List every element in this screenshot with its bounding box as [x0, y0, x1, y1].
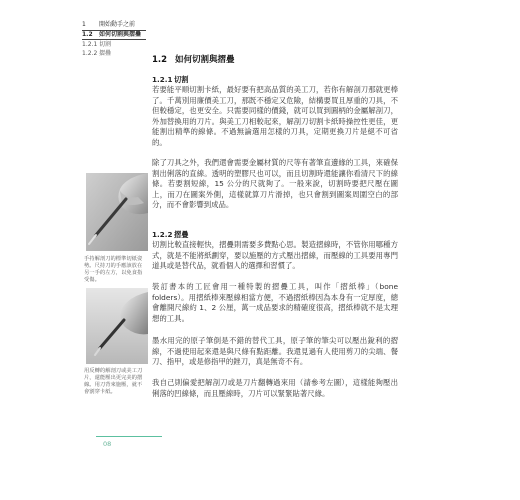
toc-number: 1.2.1	[82, 41, 98, 48]
section-title: 如何切割與摺疊	[175, 55, 235, 65]
subsection-title: 摺疊	[174, 230, 189, 239]
toc-label: 切割	[99, 41, 112, 48]
subsection-heading-cut	[152, 75, 188, 85]
paragraph: 除了刀具之外，我們還會需要金屬材質的尺等有著筆直邊緣的工具，來確保割出俐落的直線。透明的塑膠尺也可以，而且切割時還能讓你看清尺下的線條。若要割短線，15 公分的尺就夠了。一般來說，切割時要把尺壓在圖上，而刀在圖案外側，這樣就算刀片滑掉，也只會割到圖案周圍空白的部分，而不會影響到成品。	[152, 158, 398, 210]
toc-label: 摺疊	[99, 50, 112, 57]
toc-number: 1.2.2	[82, 50, 98, 57]
paragraph: 切割比較直接輕快，摺疊則需要多費點心思。製造摺線時，不管你用哪種方式，就是不能將紙劃穿，要以施壓的方式壓出摺線，而壓線的工具要用專門道具或是替代品，就看個人的選擇和習慣了。	[152, 240, 398, 271]
toc-label: 如何切割與摺疊	[99, 31, 142, 38]
toc-label: 開始動手之前	[99, 21, 136, 28]
scalpel-grip-photo	[86, 173, 148, 251]
subsection-number: 1.2.1	[152, 75, 173, 84]
toc-number: 1	[82, 21, 86, 28]
photo-caption: 手持解剖刀的標準切紙姿勢。尺持刀的手應該放在另一手的左方，以免食指受傷。	[84, 256, 143, 283]
photo-caption: 用反轉的解剖刀或美工刀片，還能壓出更完美的摺線。用刀背來施壓，就不會割穿卡紙。	[84, 368, 143, 395]
paragraph: 若要能平順切割卡紙，最好要有把高品質的美工刀，若你有解剖刀那就更棒了。千萬別用廉價美工刀，那既不穩定又危險，結構要買且厚重的刀具，不但較穩定，也更安全。只需要同樣的價錢，就可以買到圓柄的金屬解剖刀，外加替換用的刀片。與美工刀相較起來，解剖刀切割卡紙時操控性更佳，更能割出精準的線條。不過無論選用怎樣的刀具，定期更換刀片是絕不可省的。	[152, 85, 398, 147]
paragraph: 我自己則偏愛把解剖刀或是刀片翻轉過來用（請參考左圖），這樣能夠壓出俐落的凹線條，而且壓線時，刀片可以緊緊貼著尺緣。	[152, 378, 398, 398]
section-number: 1.2	[152, 55, 168, 65]
toc-entry	[82, 41, 146, 49]
toc-entry	[82, 21, 146, 29]
subsection-title: 切割	[174, 75, 189, 84]
blade-scoring-photo	[86, 288, 148, 364]
section-heading	[152, 53, 235, 65]
page-number: 08	[103, 440, 112, 448]
paragraph: 墨水用完的原子筆倒是不錯的替代工具，原子筆的筆尖可以壓出銳利的摺線，不過使用起來還是與尺條有點距離。我還見過有人使用剪刀的尖端、餐刀、指甲，或是修指甲的銼刀，真是無奇不有。	[152, 336, 398, 367]
toc-number: 1.2	[82, 31, 93, 38]
paragraph: 裝訂書本的工匠會用一種特製的摺疊工具，叫作「摺紙棒」（bone folders）。用摺紙棒來壓線相當方便，不過摺紙棒因為本身有一定厚度，總會離開尺線約 1、2 公厘，萬一成品要求的精確度很高，摺紙棒就不是太理想的工具。	[152, 282, 398, 323]
section-toc	[82, 21, 146, 59]
toc-entry-current	[82, 30, 146, 40]
footer-rule	[96, 436, 162, 437]
subsection-number: 1.2.2	[152, 230, 173, 239]
subsection-heading-fold	[152, 230, 188, 240]
toc-entry	[82, 50, 146, 58]
